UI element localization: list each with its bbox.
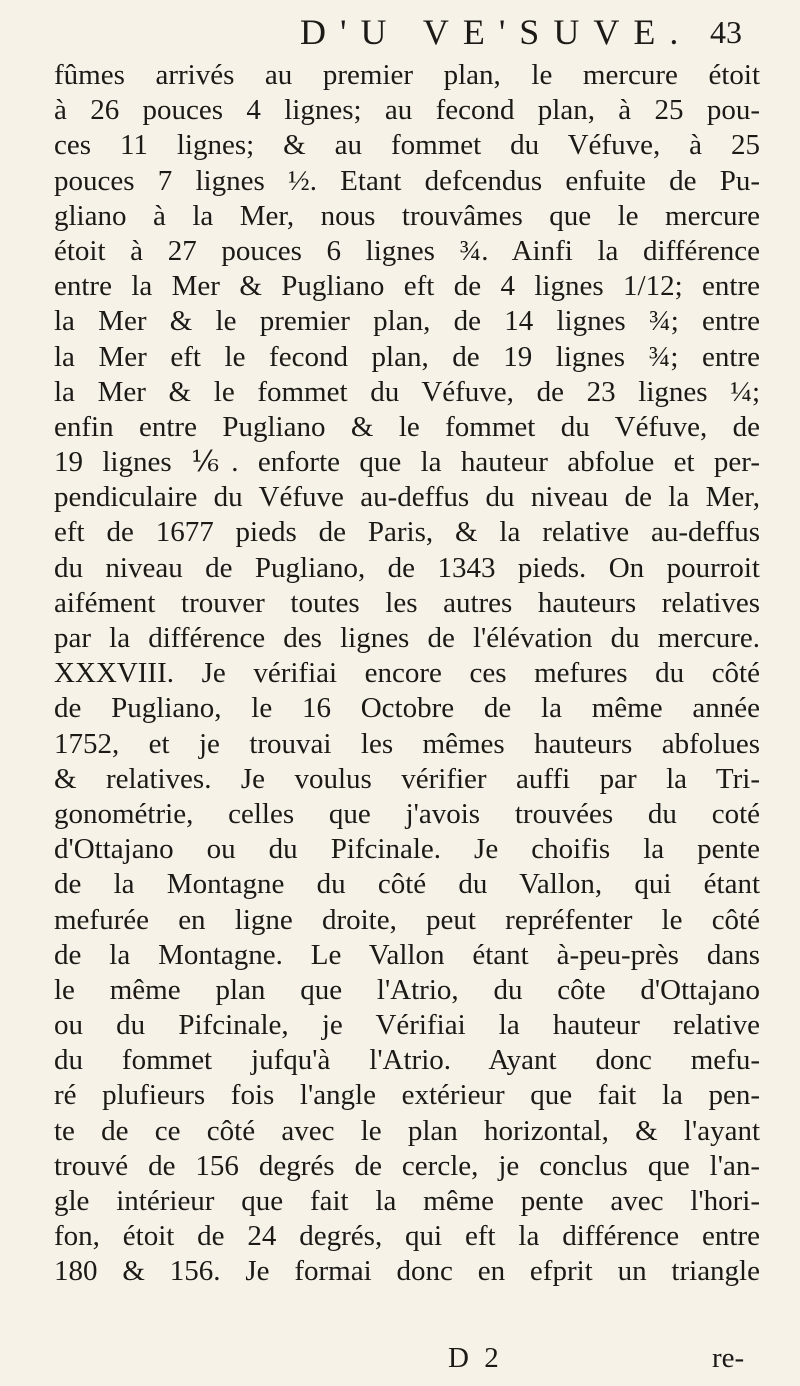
- text-line: la Mer eft le fecond plan, de 19 lignes ¾; entre: [54, 340, 760, 373]
- text-line: eft de 1677 pieds de Paris, & la relative au-deffus: [54, 516, 760, 549]
- running-title: D'U VE'SUVE.: [300, 12, 693, 52]
- text-line: du fommet jufqu'à l'Atrio. Ayant donc mefu-: [54, 1044, 760, 1077]
- text-line: par la différence des lignes de l'élévation du mercure.: [54, 622, 760, 654]
- text-line: pendiculaire du Véfuve au-deffus du niveau de la Mer,: [54, 481, 760, 514]
- page-number: 43: [710, 14, 742, 50]
- text-line: d'Ottajano ou du Pifcinale. Je choifis la pente: [54, 833, 760, 866]
- text-line: 1752, et je trouvai les mêmes hauteurs abfolues: [54, 727, 760, 760]
- text-line: te de ce côté avec le plan horizontal, & l'ayant: [54, 1114, 760, 1147]
- text-line: gle intérieur que fait la même pente avec l'hori-: [54, 1185, 760, 1217]
- text-line: pouces 7 lignes ½. Etant defcendus enfuite de Pu-: [54, 164, 760, 197]
- text-line: trouvé de 156 degrés de cercle, je conclus que l'an-: [54, 1149, 760, 1182]
- text-line: enfin entre Pugliano & le fommet du Véfuve, de: [54, 410, 760, 443]
- text-line: aifément trouver toutes les autres hauteurs relatives: [54, 586, 760, 619]
- signature-mark: D 2: [448, 1342, 503, 1374]
- running-head: [0, 10, 800, 54]
- text-line: fûmes arrivés au premier plan, le mercure étoit: [54, 59, 760, 91]
- text-line: & relatives. Je voulus vérifier auffi par la Tri-: [54, 762, 760, 795]
- page-footer: [0, 1338, 800, 1378]
- text-line: ou du Pifcinale, je Vérifiai la hauteur relative: [54, 1009, 760, 1042]
- text-line: ces 11 lignes; & au fommet du Véfuve, à 25: [54, 129, 760, 162]
- text-line: de la Montagne. Le Vallon étant à-peu-près dans: [54, 938, 760, 971]
- text-line: 19 lignes ⅙. enforte que la hauteur abfolue et per-: [54, 446, 760, 479]
- body-text: [54, 58, 760, 1290]
- text-line: 180 & 156. Je formai donc en efprit un triangle: [54, 1255, 760, 1288]
- text-line: de Pugliano, le 16 Octobre de la même année: [54, 692, 760, 725]
- text-line: le même plan que l'Atrio, du côte d'Ottajano: [54, 973, 760, 1006]
- text-line: la Mer & le premier plan, de 14 lignes ¾; entre: [54, 305, 760, 338]
- text-line: entre la Mer & Pugliano eft de 4 lignes 1/12; entre: [54, 270, 760, 303]
- text-line: fon, étoit de 24 degrés, qui eft la différence entre: [54, 1220, 760, 1253]
- text-line: du niveau de Pugliano, de 1343 pieds. On pourroit: [54, 551, 760, 584]
- text-line: à 26 pouces 4 lignes; au fecond plan, à 25 pou-: [54, 94, 760, 127]
- text-line: XXXVIII. Je vérifiai encore ces mefures du côté: [54, 657, 760, 690]
- text-line: de la Montagne du côté du Vallon, qui étant: [54, 868, 760, 901]
- catchword: re-: [712, 1342, 745, 1374]
- text-line: ré plufieurs fois l'angle extérieur que fait la pen-: [54, 1079, 760, 1112]
- text-line: gonométrie, celles que j'avois trouvées du coté: [54, 797, 760, 830]
- text-line: la Mer & le fommet du Véfuve, de 23 lignes ¼;: [54, 375, 760, 408]
- text-line: mefurée en ligne droite, peut repréfenter le côté: [54, 903, 760, 936]
- text-line: étoit à 27 pouces 6 lignes ¾. Ainfi la différence: [54, 234, 760, 267]
- text-line: gliano à la Mer, nous trouvâmes que le mercure: [54, 199, 760, 232]
